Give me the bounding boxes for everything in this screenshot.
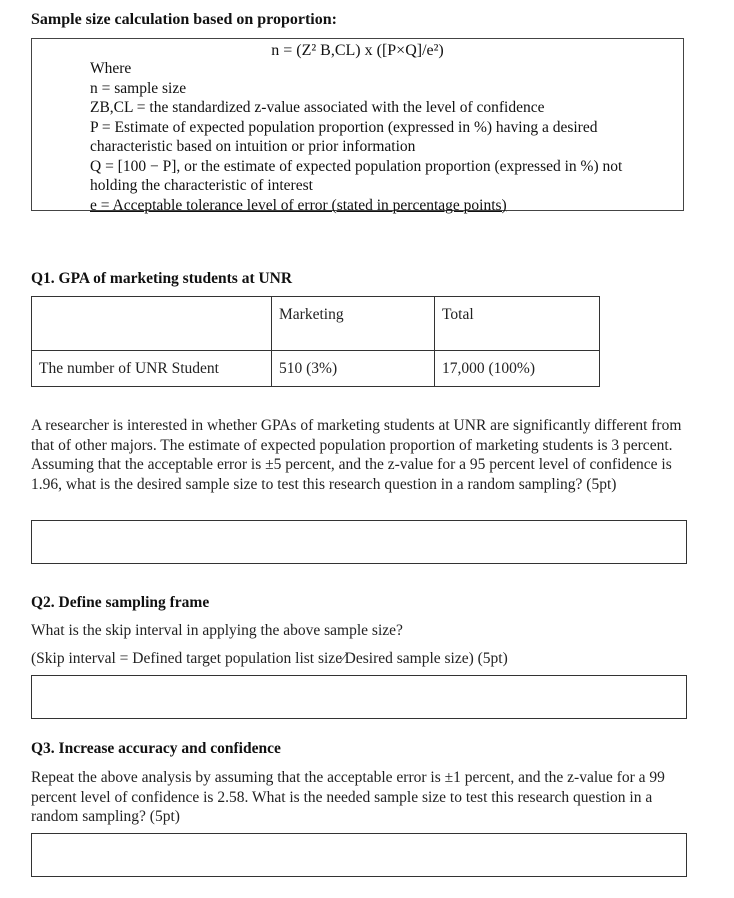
q1-question: A researcher is interested in whether GPAs of marketing students at UNR are significantly different from that of other majors. The estimate of expected population proportion of marketing students is 3 percent. Assuming that the acceptable error is ±5 percent, and the z-value for a 95 percent level of confidence is 1.96, what is the desired sample size to test this research question in a random sampling? (5pt) [31,417,682,493]
table-cell: 17,000 (100%) [435,351,600,387]
definition-q: Q = [100 − P], or the estimate of expected population proportion (expressed in %) not holding the characteristic of interest [90,157,623,194]
gpa-table [31,296,600,387]
definitions-block [90,59,669,215]
table-header-row [32,297,600,351]
definition-z: ZB,CL = the standardized z-value associated with the level of confidence [90,99,545,116]
section-title: Sample size calculation based on proportion: [31,11,337,28]
q1-answer-box[interactable] [31,520,687,564]
table-cell: 510 (3%) [272,351,435,387]
q3-title: Q3. Increase accuracy and confidence [31,740,281,757]
formula-box [31,38,684,214]
sample-size-formula: n = (Z² B,CL) x ([P×Q]/e²) [271,42,444,59]
q3-answer-box[interactable] [31,833,687,877]
table-header-cell [32,297,272,351]
table-row [32,351,600,387]
table-header-cell: Total [435,297,600,351]
where-label: Where [90,60,132,77]
table-header-cell: Marketing [272,297,435,351]
q2-question: What is the skip interval in applying the above sample size? [31,622,403,639]
q2-answer-box[interactable] [31,675,687,719]
definition-e: e = Acceptable tolerance level of error (stated in percentage points) [90,196,507,214]
q3-question: Repeat the above analysis by assuming that the acceptable error is ±1 percent, and the z-value for a 99 percent level of confidence is 2.58. What is the needed sample size to test this research question in a random sampling? (5pt) [31,769,665,825]
q2-title: Q2. Define sampling frame [31,594,210,611]
q2-formula-note: (Skip interval = Defined target population list size∕Desired sample size) (5pt) [31,650,508,667]
definition-n: n = sample size [90,79,187,97]
table-cell: The number of UNR Student [32,351,272,387]
q1-title: Q1. GPA of marketing students at UNR [31,270,293,287]
definition-p: P = Estimate of expected population proportion (expressed in %) having a desired characteristic based on intuition or prior information [90,118,598,155]
